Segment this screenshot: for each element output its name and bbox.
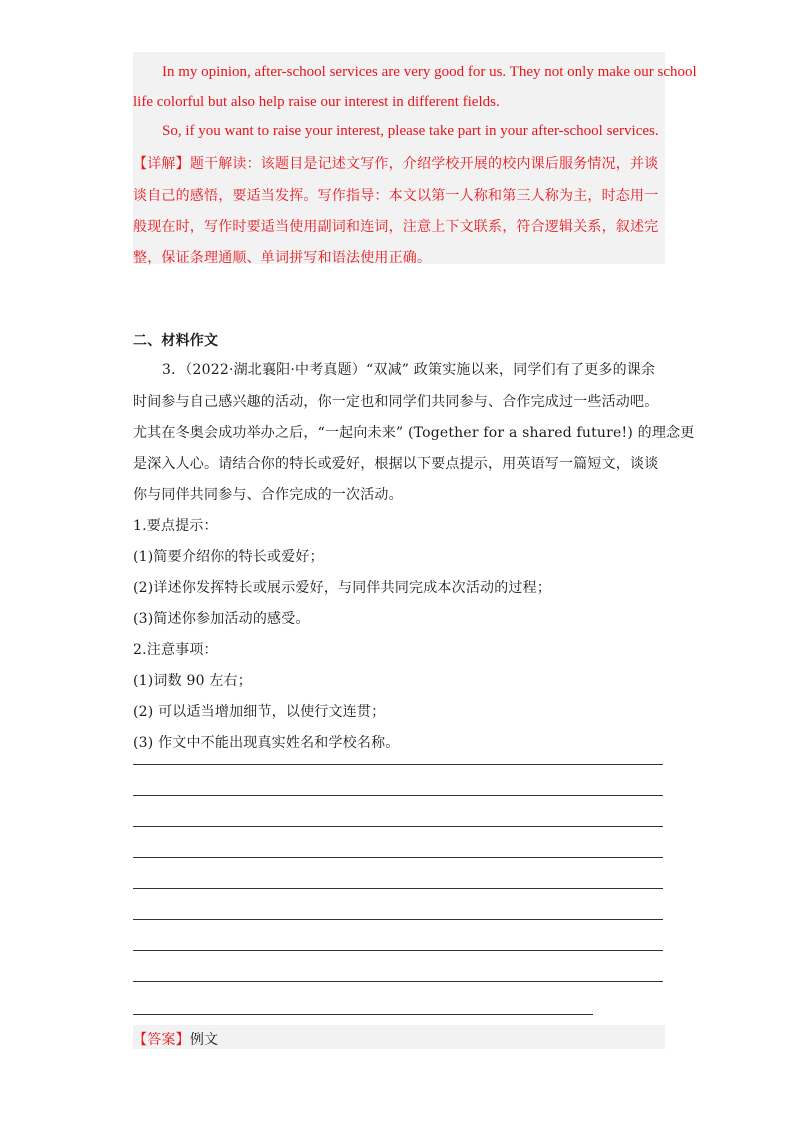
writing-line[interactable] (133, 826, 663, 827)
analysis-text: 题干解读：该题目是记述文写作，介绍学校开展的校内课后服务情况，并谈 (189, 156, 659, 172)
writing-line[interactable] (133, 857, 663, 858)
analysis-line: 谈自己的感悟，要适当发挥。写作指导：本文以第一人称和第三人称为主，时态用一 (133, 188, 659, 204)
question-line: 尤其在冬奥会成功举办之后，“一起向未来” (Together for a shared future!) 的理念更 (133, 425, 695, 441)
writing-line[interactable] (133, 950, 663, 951)
question-line: 是深入人心。请结合你的特长或爱好，根据以下要点提示，用英语写一篇短文，谈谈 (133, 456, 659, 472)
writing-line[interactable] (133, 1014, 593, 1015)
answer-paragraph-line: life colorful but also help raise our interest in different fields. (133, 94, 500, 110)
note-item: (2) 可以适当增加细节，以使行文连贯； (133, 704, 386, 720)
analysis-line: 整，保证条理通顺、单词拼写和语法使用正确。 (133, 250, 432, 266)
answer-paragraph-line: So, if you want to raise your interest, please take part in your after-school services. (162, 123, 659, 139)
question-line: 时间参与自己感兴趣的活动，你一定也和同学们共同参与、合作完成过一些活动吧。 (133, 394, 659, 410)
note-item: (3) 作文中不能出现真实姓名和学校名称。 (133, 735, 400, 751)
note-item: (1)词数 90 左右； (133, 673, 252, 689)
analysis-label: 【详解】 (133, 156, 190, 172)
section-heading: 二、材料作文 (133, 333, 219, 349)
point-item: (2)详述你发挥特长或展示爱好，与同伴共同完成本次活动的过程； (133, 580, 552, 596)
writing-line[interactable] (133, 888, 663, 889)
point-item: (1)简要介绍你的特长或爱好； (133, 549, 324, 565)
writing-line[interactable] (133, 795, 663, 796)
writing-line[interactable] (133, 764, 663, 765)
points-title: 1.要点提示： (133, 518, 218, 534)
question-line: 3．（2022·湖北襄阳·中考真题）“双减” 政策实施以来，同学们有了更多的课余 (162, 362, 656, 378)
point-item: (3)简述你参加活动的感受。 (133, 611, 310, 627)
analysis-line (133, 153, 658, 173)
writing-line[interactable] (133, 981, 663, 982)
writing-line[interactable] (133, 919, 663, 920)
answer-paragraph-line: In my opinion, after-school services are very good for us. They not only make our school (162, 64, 697, 80)
answer-footer (133, 1029, 218, 1049)
answer-text: 例文 (189, 1032, 219, 1048)
analysis-line: 般现在时，写作时要适当使用副词和连词，注意上下文联系，符合逻辑关系，叙述完 (133, 219, 659, 235)
notes-title: 2.注意事项： (133, 642, 218, 658)
question-line: 你与同伴共同参与、合作完成的一次活动。 (133, 487, 403, 503)
answer-label: 【答案】 (133, 1032, 190, 1048)
